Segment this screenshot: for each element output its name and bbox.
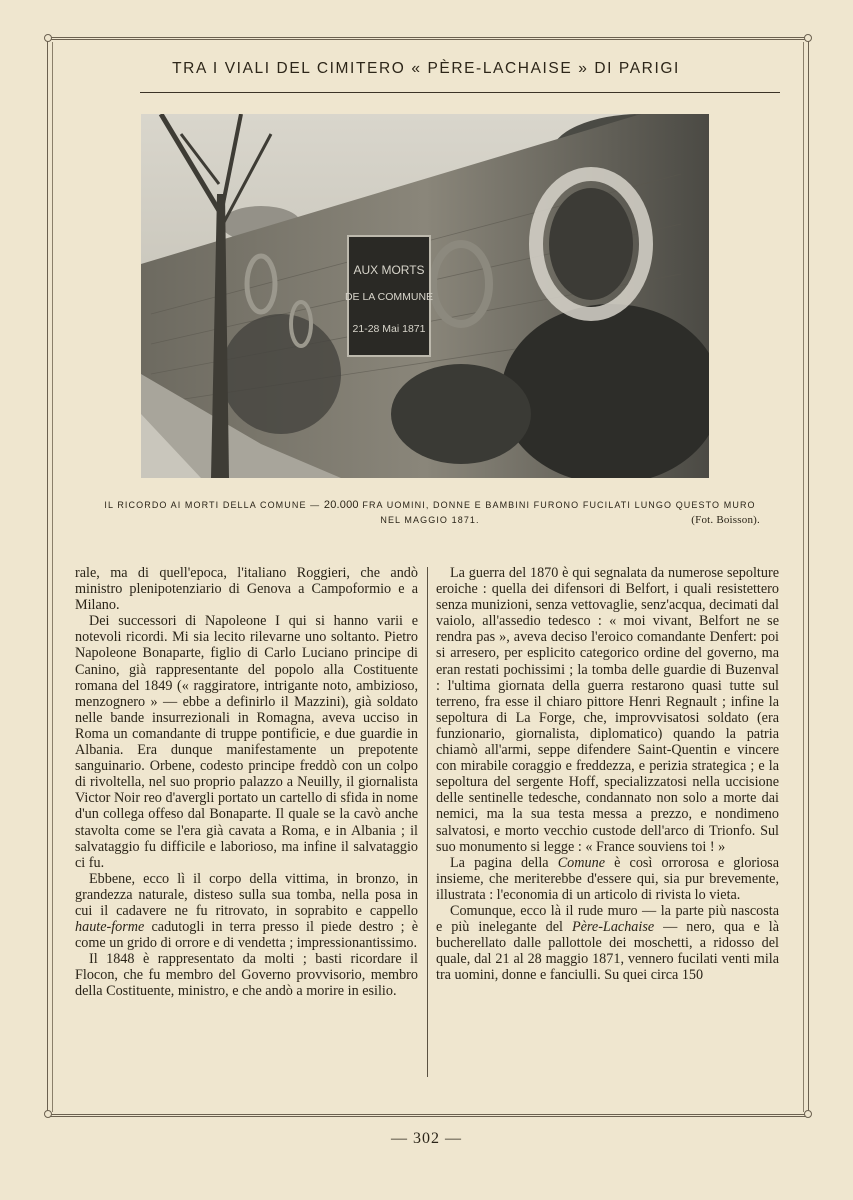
plaque-line-3: 21-28 Mai 1871	[352, 323, 426, 335]
text-run: Comunque, ecco là il rude muro — la parte più nascosta e più inelegante del	[436, 902, 779, 936]
photo-caption	[80, 498, 780, 528]
header-rule	[140, 92, 780, 93]
plaque-line-2: DE LA COMMUNE	[344, 291, 434, 303]
left-column	[75, 565, 418, 1000]
page-number: — 302 —	[391, 1130, 462, 1147]
photograph-communards-wall	[141, 114, 709, 478]
italic-text: haute-forme	[75, 919, 145, 936]
plaque-line-1: AUX MORTS	[353, 263, 425, 277]
italic-text: Comune	[557, 854, 605, 871]
column-divider	[427, 567, 428, 1077]
italic-text: Père-Lachaise	[571, 919, 655, 936]
caption-line-2	[80, 513, 780, 528]
corner-ornament	[804, 34, 812, 42]
photo-illustration	[141, 114, 709, 478]
paragraph: rale, ma di quell'epoca, l'italiano Roggieri, che andò ministro plenipotenziario di Genova a Campoformio e a Milano.	[75, 565, 418, 614]
paragraph	[75, 871, 418, 951]
caption-part-2: FRA UOMINI, DONNE E BAMBINI FURONO FUCILATI LUNGO QUESTO MURO	[358, 500, 756, 510]
photo-credit: (Fot. Boisson).	[691, 514, 760, 526]
text-run: è così orrorosa e gloriosa insieme, che meriterebbe d'essere qui, sia pur brevemente, illustrata : l'economia di un articolo di rivista lo vieta.	[436, 854, 779, 903]
caption-number: 20.000	[323, 499, 359, 511]
text-run: — nero, qua e là bucherellato dalle pallottole dei moschetti, a ridosso del quale, dal 21 al 28 maggio 1871, vennero fucilati venti mila tra uomini, donne e fanciulli. Su quei circa 150	[436, 919, 779, 984]
paragraph: La guerra del 1870 è qui segnalata da numerose sepolture eroiche : quella dei difensori di Belfort, i quali resistettero senza munizioni, senza vettovaglie, senz'acqua, decimati dal vaiolo, all'assedio tedesco : « moi vivant, Belfort ne se rendra pas », aveva deciso l'eroico comandante Denfert: poi si arresero, per esplicito categorico ordine del governo, ma eran restati pochissimi ; la tomba delle guardie di Buzenval : l'ultima giornata della guerra restarono quasi tutte sul terreno, fra esse il chiaro pittore Henri Regnault ; infine la sepoltura di La Forge, che, improvvisatosi soldato (era funzionario, giornalista, diplomatico) quando la patria chiamò all'armi, seppe difendere Saint-Quentin e vincere con mirabile coraggio e freddezza, e perizia strategica ; e la sepoltura del sergente Hoff, specializzatosi nella uccisione delle sentinelle tedesche, condannato non solo a morte dai nemici, ma la sua testa messa a prezzo, e nondimeno salvatosi, e morto vecchio custode dell'arco di Trionfo. Sul suo monumento si legge : « France souviens toi ! »	[436, 565, 779, 855]
paragraph	[436, 855, 779, 903]
caption-part-1: IL RICORDO AI MORTI DELLA COMUNE —	[104, 500, 324, 510]
caption-date: NEL MAGGIO 1871.	[380, 515, 480, 525]
corner-ornament	[44, 34, 52, 42]
paragraph	[436, 903, 779, 983]
corner-ornament	[44, 1110, 52, 1118]
text-run: cadutogli in terra presso il piede destro ; è come un grido di orrore e di vendetta ; impressionantissimo.	[75, 919, 418, 952]
paragraph: Dei successori di Napoleone I qui si hanno varii e notevoli ricordi. Mi sia lecito rilevarne uno soltanto. Pietro Napoleone Bonaparte, figlio di Carlo Luciano principe di Canino, già rappresentante del popolo alla Costituente romana del 1849 (« raggiratore, intrigante noto, ambizioso, menzognero » — ebbe a definirlo il Mazzini), già soldato nelle bande insurrezionali in Romagna, aveva ucciso in Roma un comandante di truppe pontificie, e due guardie in Albania. Era dunque manifestamente un prepotente sanguinario. Orbene, codesto principe freddò con un colpo di rivoltella, nel suo proprio palazzo a Neuilly, il giornalista Victor Noir reo d'avergli portato un cartello di sfida in nome d'un collega offeso dal Bonaparte. Il quale se la cavò anche stavolta come se l'era già cavata a Roma, e in Albania ; il salvataggio fu difficile e laborioso, ma infine il salvataggio ci fu.	[75, 613, 418, 871]
running-header: TRA I VIALI DEL CIMITERO « PÈRE-LACHAISE » DI PARIGI	[172, 60, 680, 77]
right-column	[436, 565, 779, 983]
paragraph: Il 1848 è rappresentato da molti ; basti ricordare il Flocon, che fu membro del Governo provvisorio, membro della Costituente, ministro, e che andò a morire in esilio.	[75, 951, 418, 1000]
caption-line-1	[80, 498, 780, 513]
text-run: Ebbene, ecco lì il corpo della vittima, in bronzo, in grandezza naturale, disteso sulla sua tomba, nella posa in cui il cadavere ne fu ritrovato, in soprabito e cappello	[75, 870, 418, 919]
text-run: La pagina della	[450, 854, 558, 871]
corner-ornament	[804, 1110, 812, 1118]
